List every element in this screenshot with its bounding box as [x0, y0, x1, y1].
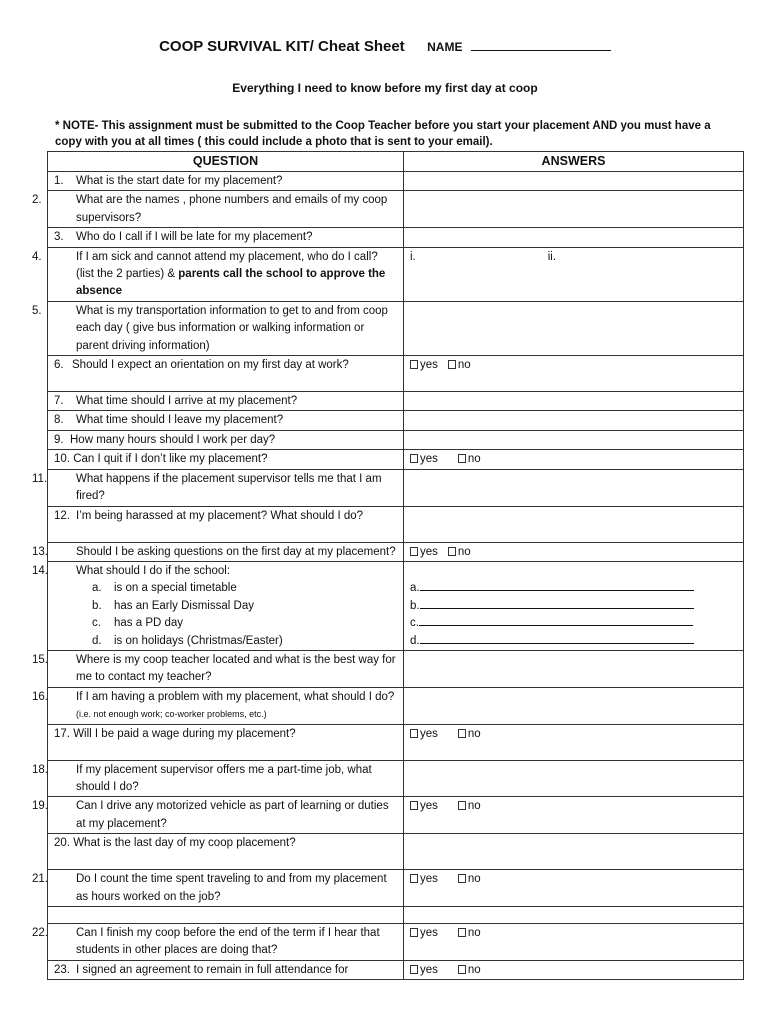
checkbox-icon	[410, 874, 418, 883]
answer-blank-a[interactable]	[410, 580, 737, 597]
table-row	[48, 356, 744, 392]
table-row	[48, 797, 744, 834]
question-text: Can I quit if I don’t like my placement?	[73, 453, 268, 466]
checkbox-icon	[458, 454, 466, 463]
table-row	[48, 191, 744, 228]
answers-column-header: ANSWERS	[404, 152, 744, 172]
question-cell	[32, 650, 404, 687]
no-option[interactable]	[458, 925, 481, 942]
no-option[interactable]	[458, 962, 481, 979]
question-text: Where is my coop teacher located and what is the best way for me to contact my teacher?	[76, 653, 396, 684]
table-row	[48, 760, 744, 797]
answer-letter: a.	[410, 582, 420, 595]
yes-label: yes	[420, 727, 438, 740]
question-number: 23.	[54, 963, 70, 976]
sub-text: has a PD day	[114, 617, 184, 630]
checkbox-icon	[410, 965, 418, 974]
answer-label-i: i.	[410, 250, 416, 263]
answer-cell[interactable]	[404, 301, 744, 355]
question-text: Will I be paid a wage during my placement?	[73, 727, 296, 740]
answer-cell	[404, 924, 744, 961]
yes-label: yes	[420, 873, 438, 886]
question-number: 11.	[32, 472, 48, 485]
answer-cell	[404, 960, 744, 979]
no-label: no	[467, 727, 481, 740]
question-cell	[32, 542, 404, 561]
no-option[interactable]	[458, 798, 481, 815]
answer-blank-c[interactable]	[410, 615, 737, 632]
question-cell	[48, 172, 404, 191]
question-cell	[48, 411, 404, 430]
question-number: 7.	[54, 395, 64, 408]
yes-label: yes	[420, 359, 438, 372]
answer-cell	[404, 561, 744, 650]
yes-option[interactable]	[410, 962, 438, 979]
checkbox-icon	[410, 801, 418, 810]
question-small-text: (i.e. not enough work; co-worker problems, etc.)	[76, 709, 267, 720]
answer-cell	[404, 870, 744, 907]
title-line	[0, 38, 770, 56]
no-label: no	[467, 800, 481, 813]
answer-cell	[404, 542, 744, 561]
question-number: 15.	[32, 653, 48, 666]
question-number: 12.	[54, 509, 70, 522]
yes-option[interactable]	[410, 544, 438, 561]
checkbox-icon	[410, 454, 418, 463]
table-row	[48, 650, 744, 687]
table-row	[48, 411, 744, 430]
no-label: no	[467, 927, 481, 939]
note-text: * NOTE- This assignment must be submitted to the Coop Teacher before you start your placement AND you must have a copy with you at all times ( this could include a photo that is sent to your email).	[55, 120, 711, 148]
checkbox-icon	[458, 729, 466, 738]
table-row	[48, 960, 744, 979]
answer-cell[interactable]	[404, 907, 744, 924]
table-row	[48, 430, 744, 449]
answer-cell[interactable]	[404, 469, 744, 506]
answer-cell[interactable]	[404, 506, 744, 542]
question-number: 22.	[32, 927, 48, 939]
answer-cell	[404, 724, 744, 760]
question-number: 8.	[54, 414, 64, 427]
question-cell	[48, 430, 404, 449]
sub-letter: c.	[92, 617, 101, 630]
question-number: 10.	[54, 453, 70, 466]
sub-letter: a.	[92, 582, 102, 595]
question-cell	[32, 469, 404, 506]
question-number: 19.	[32, 800, 48, 813]
table-row-spacer	[48, 907, 744, 924]
table-row	[48, 924, 744, 961]
question-text: What is the start date for my placement?	[76, 175, 283, 187]
question-text: What should I do if the school:	[76, 564, 231, 577]
question-cell	[32, 687, 404, 724]
sub-item	[54, 615, 397, 632]
question-number: 2.	[32, 194, 42, 207]
table-row	[48, 469, 744, 506]
yes-option[interactable]	[410, 925, 438, 942]
question-text: Can I finish my coop before the end of the term if I hear that students in other places are doing that?	[76, 927, 380, 957]
answer-cell[interactable]	[404, 247, 744, 301]
no-option[interactable]	[458, 871, 481, 888]
question-table	[32, 151, 744, 980]
yes-label: yes	[420, 800, 438, 813]
answer-cell[interactable]	[404, 650, 744, 687]
checkbox-icon	[410, 360, 418, 369]
answer-letter: b.	[410, 599, 420, 612]
table-row	[48, 542, 744, 561]
answer-cell[interactable]	[404, 228, 744, 247]
answer-cell[interactable]	[404, 411, 744, 430]
question-number: 18.	[32, 763, 48, 776]
table-row	[48, 392, 744, 411]
answer-cell[interactable]	[404, 392, 744, 411]
sub-letter: d.	[92, 634, 102, 647]
table-row	[48, 172, 744, 191]
table-row	[48, 561, 744, 650]
sub-item	[54, 598, 397, 615]
table-row	[48, 450, 744, 469]
yes-label: yes	[420, 963, 438, 976]
question-cell	[32, 247, 404, 301]
question-cell	[48, 724, 404, 760]
table-row	[48, 301, 744, 355]
question-cell	[48, 907, 404, 924]
answer-cell[interactable]	[404, 172, 744, 191]
question-text: I’m being harassed at my placement? What should I do?	[76, 509, 364, 522]
question-number: 3.	[54, 231, 64, 244]
yes-option[interactable]	[410, 357, 438, 374]
yes-label: yes	[420, 545, 438, 558]
question-cell	[32, 797, 404, 834]
table-row	[48, 247, 744, 301]
table-header-row	[48, 152, 744, 172]
question-number: 20.	[54, 837, 70, 850]
table-row	[48, 870, 744, 907]
question-cell	[48, 960, 404, 979]
question-cell	[48, 356, 404, 392]
checkbox-icon	[458, 801, 466, 810]
name-blank-line	[471, 38, 611, 51]
no-label: no	[467, 453, 481, 466]
question-cell	[48, 506, 404, 542]
question-column-header: QUESTION	[48, 152, 404, 172]
answer-label-ii: ii.	[547, 250, 557, 263]
question-cell	[48, 450, 404, 469]
sub-item	[54, 580, 397, 597]
page-subtitle: Everything I need to know before my first day at coop	[232, 81, 538, 95]
answer-letter: d.	[410, 634, 420, 647]
question-text: Do I count the time spent traveling to and from my placement as hours worked on the job?	[76, 873, 387, 903]
question-text: What is my transportation information to get to and from coop each day ( give bus information or walking information or parent driving information)	[76, 304, 388, 352]
question-bold-text: parents call the school to approve the absence	[76, 268, 386, 298]
checkbox-icon	[458, 965, 466, 974]
checkbox-icon	[410, 547, 418, 556]
yes-option[interactable]	[410, 871, 438, 888]
question-cell	[32, 301, 404, 355]
question-text: What happens if the placement supervisor tells me that I am fired?	[76, 472, 382, 503]
question-number: 13.	[32, 545, 48, 558]
table-row	[48, 228, 744, 247]
checkbox-icon	[448, 360, 456, 369]
sub-text: is on a special timetable	[114, 582, 237, 595]
yes-option[interactable]	[410, 798, 438, 815]
answer-blank-d[interactable]	[410, 633, 737, 650]
no-label: no	[467, 873, 481, 886]
yes-label: yes	[420, 453, 438, 466]
question-text: If I am having a problem with my placement, what should I do?	[76, 690, 395, 703]
question-text: Should I be asking questions on the first day at my placement?	[76, 545, 396, 558]
question-cell	[32, 561, 404, 650]
answer-cell[interactable]	[404, 687, 744, 724]
question-cell	[48, 834, 404, 870]
question-text: Who do I call if I will be late for my placement?	[76, 231, 313, 244]
answer-blank-b[interactable]	[410, 598, 737, 615]
question-text: If my placement supervisor offers me a part-time job, what should I do?	[76, 763, 372, 793]
no-option[interactable]	[448, 357, 471, 374]
checkbox-icon	[458, 928, 466, 937]
yes-option[interactable]	[410, 726, 438, 743]
no-option[interactable]	[448, 544, 471, 561]
question-number: 6.	[54, 359, 64, 372]
question-number: 4.	[32, 250, 42, 263]
question-text: What time should I leave my placement?	[76, 414, 284, 427]
answer-cell[interactable]	[404, 191, 744, 228]
no-label: no	[457, 359, 471, 372]
question-cell	[32, 191, 404, 228]
question-text: If I am sick and cannot attend my placement, who do I call? (list the 2 parties) &	[76, 250, 378, 281]
question-cell	[32, 870, 404, 907]
question-number: 16.	[32, 690, 48, 703]
sub-item	[54, 633, 397, 650]
answer-cell[interactable]	[404, 430, 744, 449]
question-cell	[32, 760, 404, 797]
question-text: What time should I arrive at my placement?	[76, 395, 298, 408]
sub-letter: b.	[92, 599, 102, 612]
no-option[interactable]	[458, 726, 481, 743]
question-number: 5.	[32, 304, 42, 317]
yes-option[interactable]	[410, 451, 438, 468]
checkbox-icon	[410, 928, 418, 937]
answer-cell	[404, 797, 744, 834]
sub-text: has an Early Dismissal Day	[114, 599, 254, 612]
table-row	[48, 506, 744, 542]
question-number: 17.	[54, 727, 70, 740]
table-row	[48, 687, 744, 724]
answer-cell	[404, 450, 744, 469]
yes-label: yes	[420, 927, 438, 939]
no-label: no	[467, 963, 481, 976]
question-text: Should I expect an orientation on my first day at work?	[72, 359, 349, 372]
checkbox-icon	[410, 729, 418, 738]
no-label: no	[457, 545, 471, 558]
question-text: Can I drive any motorized vehicle as part of learning or duties at my placement?	[76, 800, 389, 830]
question-cell	[32, 924, 404, 961]
question-number: 21.	[32, 873, 48, 886]
table-row	[48, 834, 744, 870]
sub-text: is on holidays (Christmas/Easter)	[114, 634, 283, 647]
page-title: COOP SURVIVAL KIT/ Cheat Sheet	[159, 38, 405, 55]
question-text: How many hours should I work per day?	[70, 433, 276, 446]
table-row	[48, 724, 744, 760]
question-cell	[48, 228, 404, 247]
answer-letter: c.	[410, 617, 419, 630]
question-number: 9.	[54, 433, 64, 446]
question-number: 1.	[54, 175, 64, 187]
question-text: What are the names , phone numbers and emails of my coop supervisors?	[76, 194, 388, 224]
name-label: NAME	[427, 40, 463, 54]
question-text: What is the last day of my coop placement?	[73, 837, 296, 850]
answer-cell[interactable]	[404, 760, 744, 797]
no-option[interactable]	[458, 451, 481, 468]
question-text: I signed an agreement to remain in full attendance for	[76, 963, 349, 976]
question-cell	[48, 392, 404, 411]
question-number: 14.	[32, 564, 48, 577]
checkbox-icon	[448, 547, 456, 556]
checkbox-icon	[458, 874, 466, 883]
answer-cell[interactable]	[404, 834, 744, 870]
answer-cell	[404, 356, 744, 392]
